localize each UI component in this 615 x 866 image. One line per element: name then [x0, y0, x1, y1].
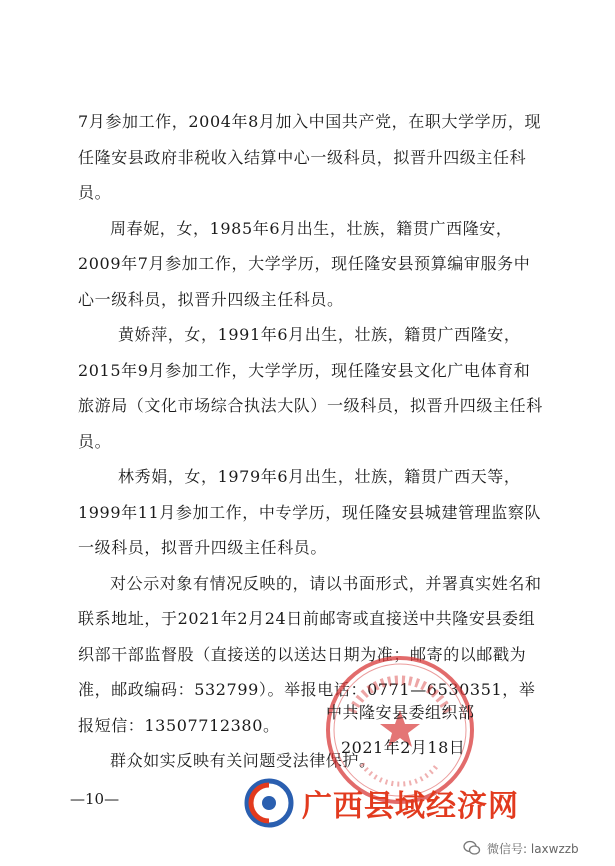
wechat-id [463, 837, 579, 859]
paragraph-feedback: 对公示对象有情况反映的，请以书面形式，并署真实姓名和联系地址，于2021年2月24日前邮寄或直接送中共隆安县委组织部干部监督股（直接送的以送达日期为准；邮寄的以邮戳为准，邮政编码：532799）。举报电话：0771—6530351，举报短信：13507712380。 [78, 573, 542, 735]
paragraph-huang-jiaoping: 黄娇萍，女，1991年6月出生，壮族，籍贯广西隆安，2015年9月参加工作，大学学历，现任隆安县文化广电体育和旅游局（文化市场综合执法大队）一级科员，拟晋升四级主任科员。 [78, 325, 543, 451]
site-watermark [244, 775, 564, 831]
signature-organization: 中共隆安县委组织部 [326, 703, 475, 722]
signature-date: 2021年2月18日 [341, 738, 466, 757]
paragraph-continuation: 7月参加工作，2004年8月加入中国共产党，在职大学学历，现任隆安县政府非税收入结算中心一级科员，拟晋升四级主任科员。 [78, 112, 542, 202]
wechat-icon [463, 839, 481, 857]
page-number: —10— [70, 790, 120, 808]
paragraph-protection: 群众如实反映有关问题受法律保护。 [110, 751, 376, 770]
watermark-text: 广西县域经济网 [302, 789, 519, 824]
paragraph-zhou-chunni: 周春妮，女，1985年6月出生，壮族，籍贯广西隆安，2009年7月参加工作，大学学历，现任隆安县预算编审服务中心一级科员，拟晋升四级主任科员。 [78, 218, 531, 309]
wechat-id-label: 微信号: laxwzzb [487, 841, 579, 856]
site-logo-icon [244, 778, 294, 828]
paragraph-lin-xiujuan: 林秀娟，女，1979年6月出生，壮族，籍贯广西天等，1999年11月参加工作，中专学历，现任隆安县城建管理监察队一级科员，拟晋升四级主任科员。 [78, 467, 542, 557]
